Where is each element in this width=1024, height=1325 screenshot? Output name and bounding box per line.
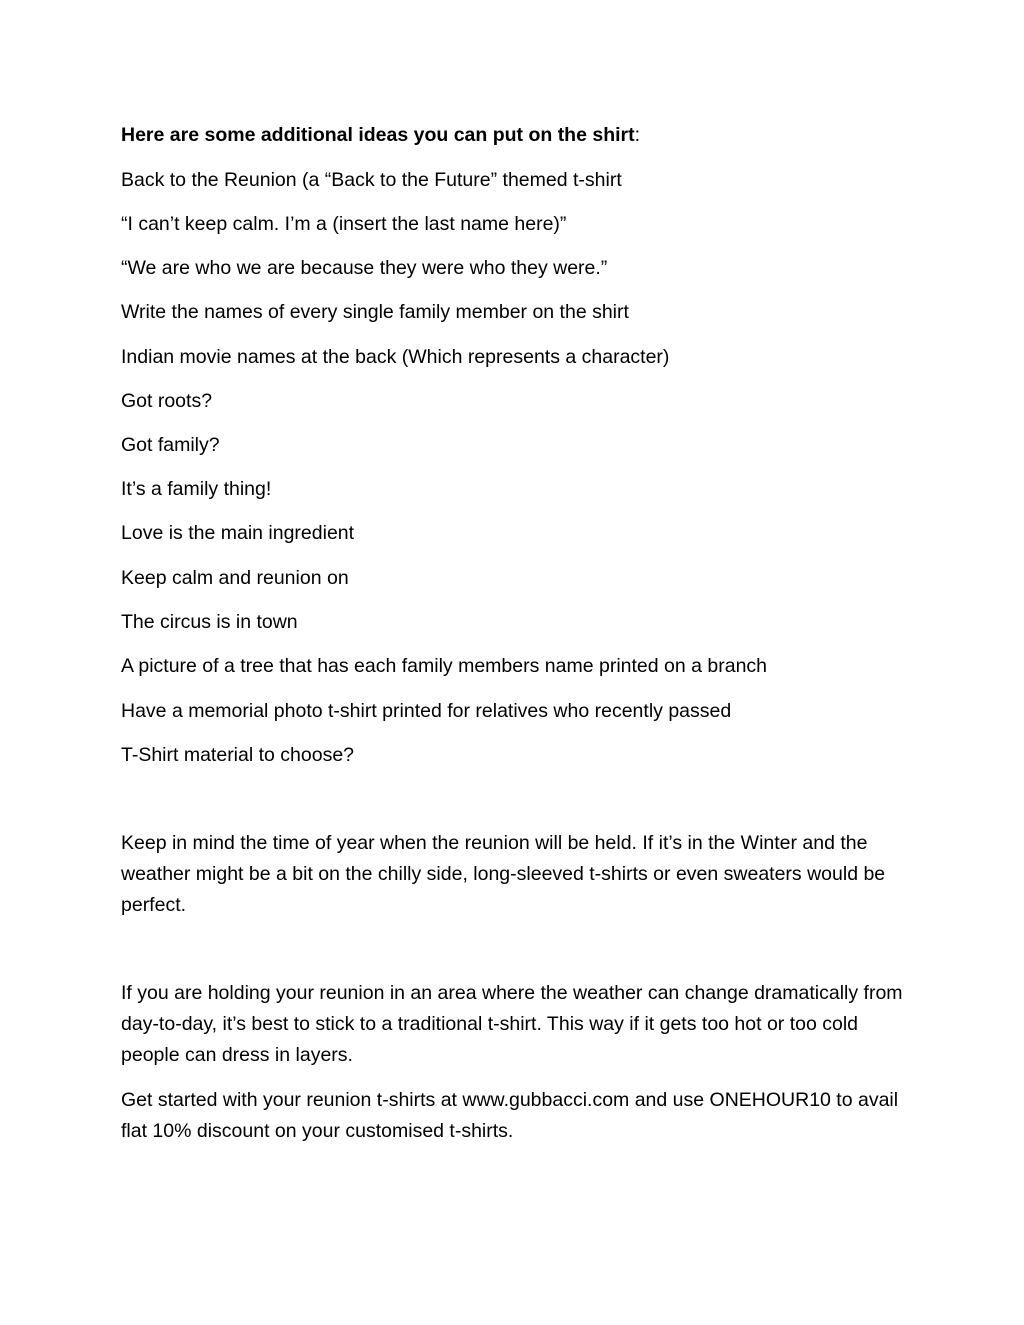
- idea-item: Indian movie names at the back (Which represents a character): [121, 346, 670, 368]
- idea-item: Got family?: [121, 434, 220, 456]
- idea-item: Have a memorial photo t-shirt printed for relatives who recently passed: [121, 700, 732, 722]
- idea-item: Love is the main ingredient: [121, 522, 355, 544]
- idea-item: Write the names of every single family member on the shirt: [121, 301, 629, 323]
- idea-item: “We are who we are because they were who they were.”: [121, 257, 608, 279]
- idea-item: Got roots?: [121, 390, 213, 412]
- idea-item: A picture of a tree that has each family members name printed on a branch: [121, 655, 768, 677]
- paragraph-weather: If you are holding your reunion in an area where the weather can change dramatically from day-to-day, it’s best to stick to a traditional t-shirt. This way if it gets too hot or too cold people can dress in layers.: [121, 982, 903, 1066]
- paragraph-get-started: Get started with your reunion t-shirts at www.gubbacci.com and use ONEHOUR10 to avail flat 10% discount on your customised t-shirts.: [121, 1089, 899, 1142]
- idea-item: “I can’t keep calm. I’m a (insert the last name here)”: [121, 213, 567, 235]
- idea-item: T-Shirt material to choose?: [121, 744, 355, 766]
- idea-item: Back to the Reunion (a “Back to the Future” themed t-shirt: [121, 169, 622, 191]
- idea-item: The circus is in town: [121, 611, 298, 633]
- idea-item: It’s a family thing!: [121, 478, 272, 500]
- section-heading-colon: :: [634, 124, 641, 146]
- section-heading-text: Here are some additional ideas you can put on the shirt: [121, 124, 635, 146]
- section-heading: [121, 124, 640, 146]
- paragraph-winter: Keep in mind the time of year when the reunion will be held. If it’s in the Winter and the weather might be a bit on the chilly side, long-sleeved t-shirts or even sweaters would be perfect.: [121, 832, 886, 916]
- idea-item: Keep calm and reunion on: [121, 567, 349, 589]
